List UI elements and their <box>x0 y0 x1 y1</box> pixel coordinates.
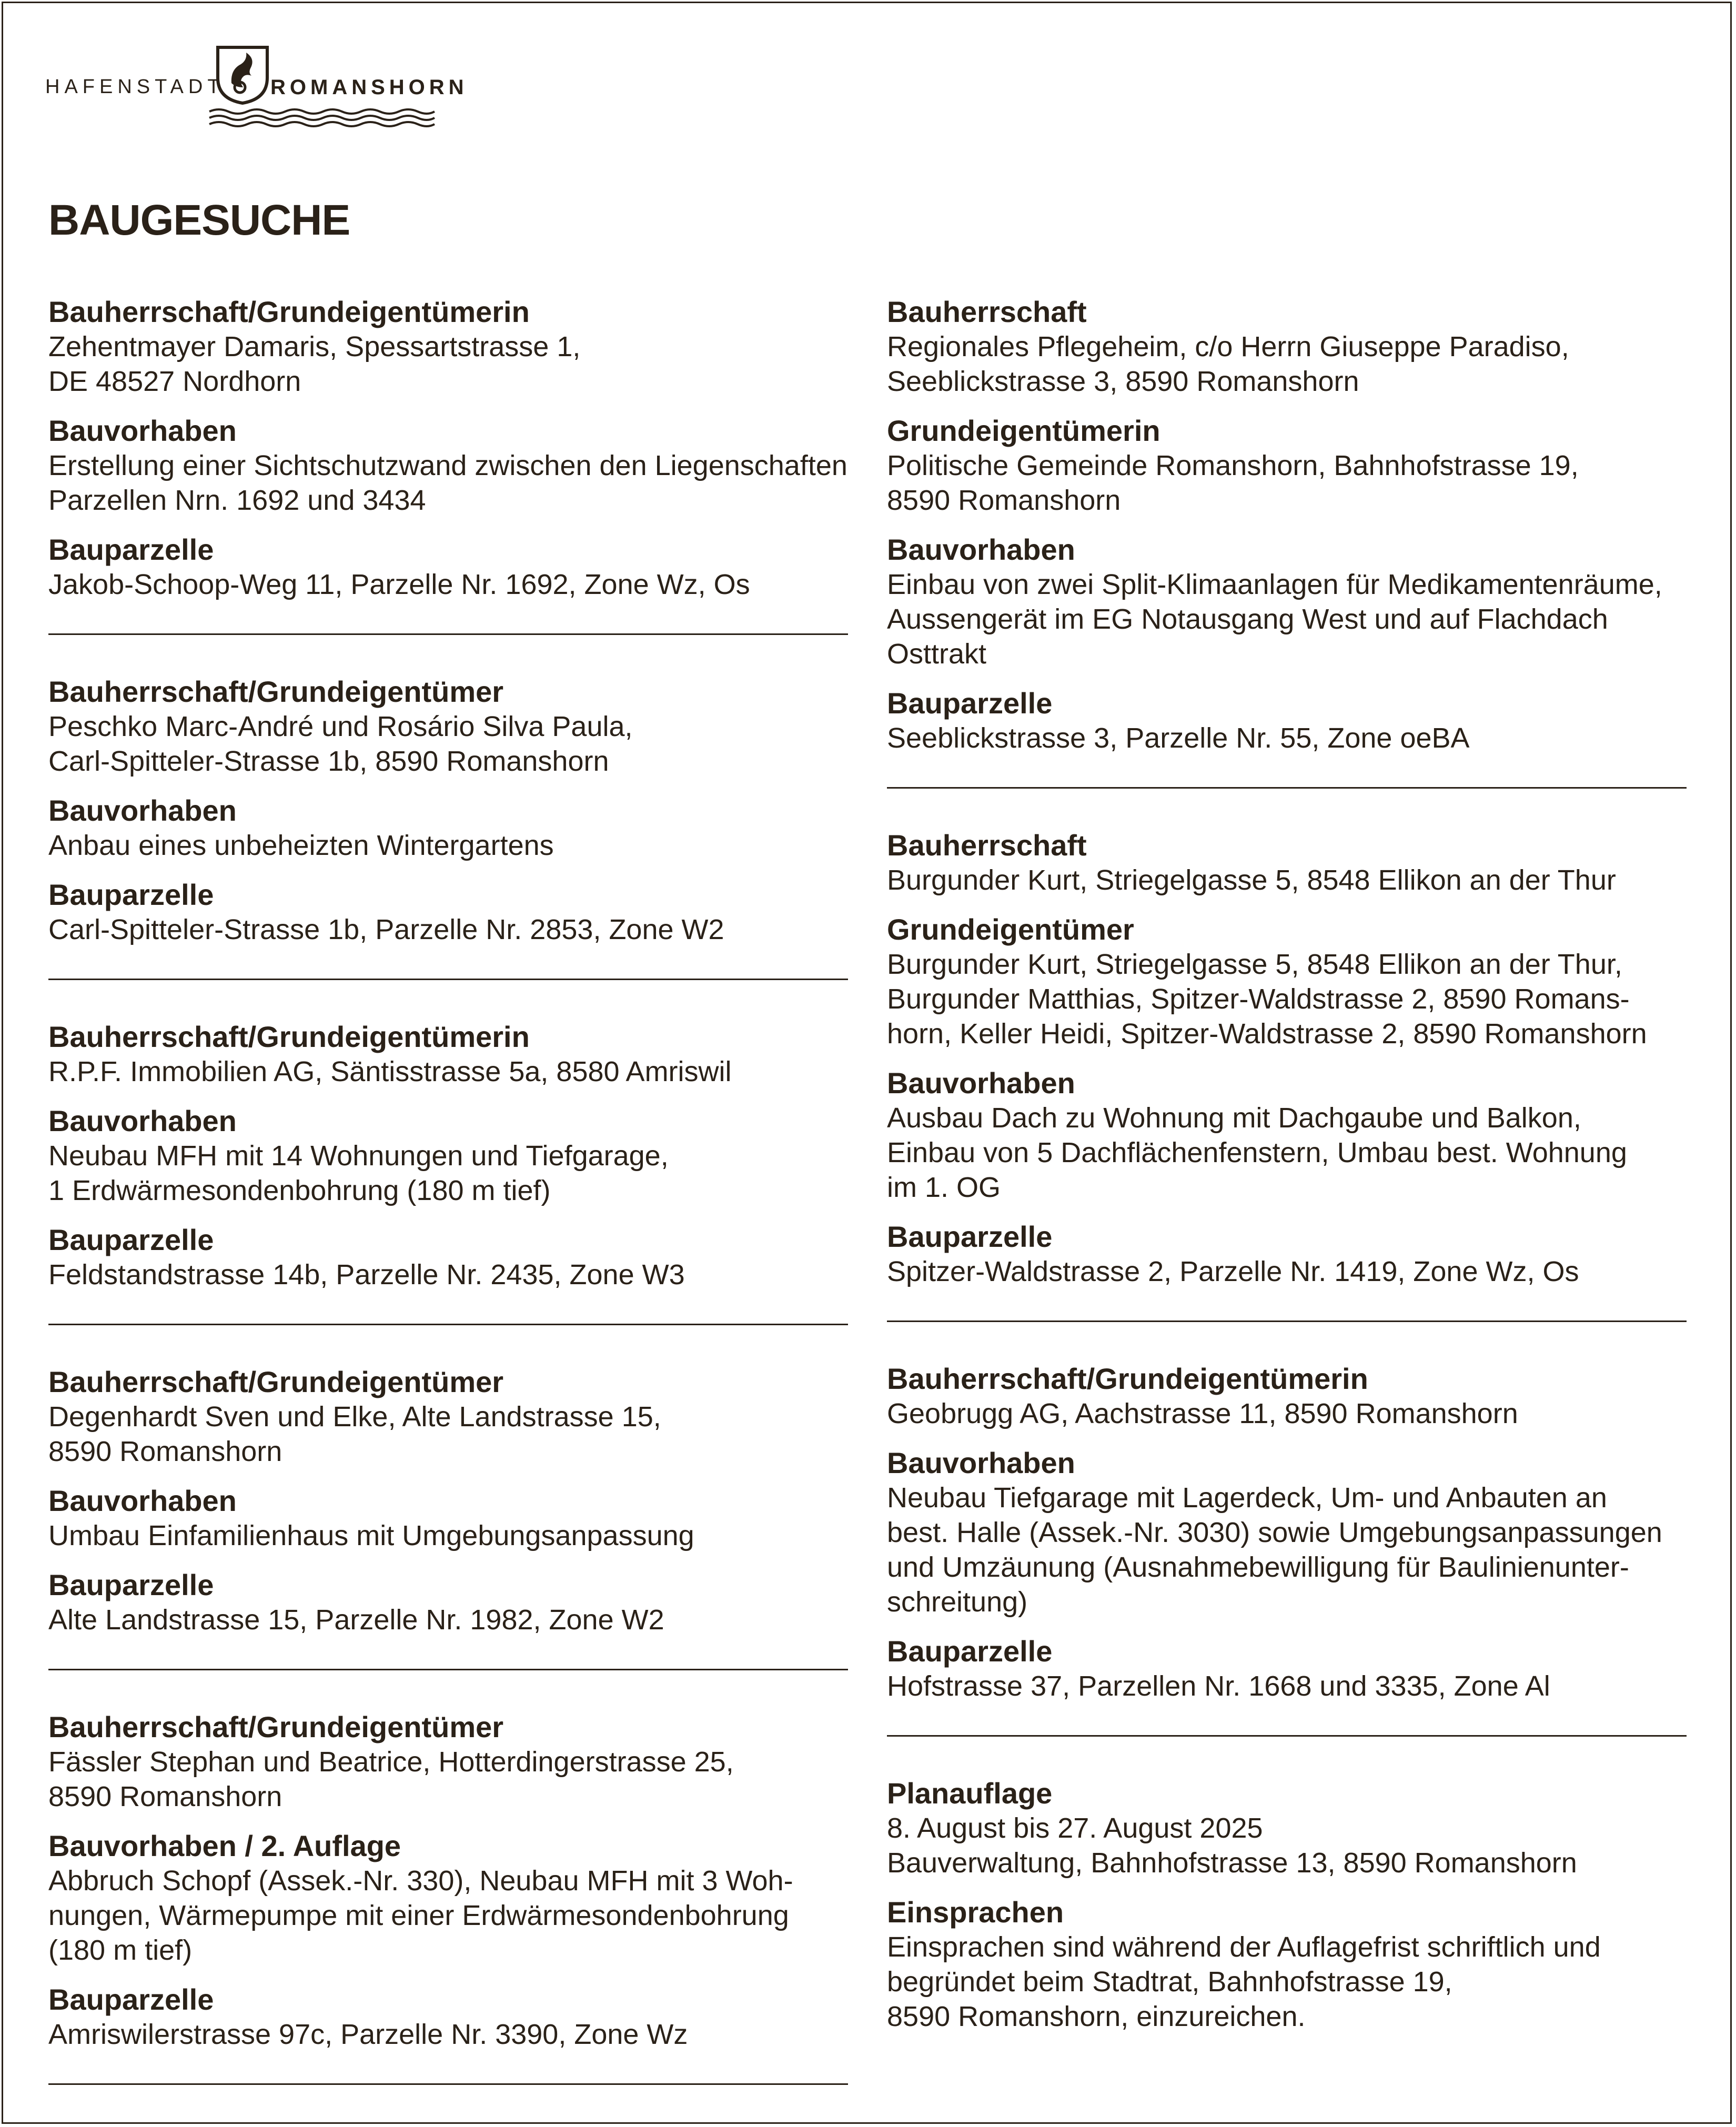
field-label: Bauherrschaft/Grundeigentümerin <box>48 1020 530 1053</box>
field-value: Politische Gemeinde Romanshorn, Bahnhofstrasse 19, 8590 Romanshorn <box>887 450 1579 516</box>
field-label: Bauvorhaben <box>887 1446 1075 1479</box>
field-label: Bauparzelle <box>887 1220 1053 1253</box>
field <box>887 532 1687 671</box>
field-value: Spitzer-Waldstrasse 2, Parzelle Nr. 1419, Zone Wz, Os <box>887 1256 1579 1287</box>
field <box>887 912 1687 1051</box>
field <box>887 686 1687 755</box>
field <box>48 1982 848 2052</box>
field-value: Alte Landstrasse 15, Parzelle Nr. 1982, Zone W2 <box>48 1604 664 1636</box>
field-value: Neubau Tiefgarage mit Lagerdeck, Um- und Anbauten an best. Halle (Assek.-Nr. 3030) sowie Umgebungsanpassungen und Umzäunung (Ausnahmebewilligung für Baulinienunter- schreitung) <box>887 1482 1662 1618</box>
field-value: Einsprachen sind während der Auflagefrist schriftlich und begründet beim Stadtrat, Bahnhofstrasse 19, 8590 Romanshorn, einzureichen. <box>887 1931 1601 2032</box>
field-value: Fässler Stephan und Beatrice, Hotterdingerstrasse 25, 8590 Romanshorn <box>48 1746 734 1812</box>
field-label: Bauvorhaben <box>887 533 1075 566</box>
field-value: Einbau von zwei Split-Klimaanlagen für Medikamentenräume, Aussengerät im EG Notausgang West und auf Flachdach Osttrakt <box>887 569 1662 670</box>
field <box>887 1634 1687 1703</box>
field-label: Bauherrschaft/Grundeigentümer <box>48 675 504 708</box>
field <box>48 1710 848 1814</box>
field-label: Grundeigentümerin <box>887 414 1160 447</box>
field-label: Bauvorhaben <box>48 1104 237 1137</box>
field-value: Burgunder Kurt, Striegelgasse 5, 8548 Ellikon an der Thur <box>887 864 1616 896</box>
field <box>48 793 848 863</box>
field <box>887 828 1687 898</box>
application-entry <box>48 1710 848 2085</box>
field <box>887 295 1687 399</box>
field-value: Erstellung einer Sichtschutzwand zwischen den Liegenschaften Parzellen Nrn. 1692 und 3434 <box>48 450 847 516</box>
application-entry <box>48 1365 848 1670</box>
field-value: 8. August bis 27. August 2025 Bauverwaltung, Bahnhofstrasse 13, 8590 Romanshorn <box>887 1812 1577 1879</box>
field-label: Bauherrschaft/Grundeigentümer <box>48 1710 504 1743</box>
field-label: Bauherrschaft <box>887 295 1087 328</box>
field-value: Jakob-Schoop-Weg 11, Parzelle Nr. 1692, Zone Wz, Os <box>48 569 750 600</box>
field-value: Feldstandstrasse 14b, Parzelle Nr. 2435, Zone W3 <box>48 1259 685 1291</box>
field <box>48 1829 848 1968</box>
field-value: Regionales Pflegeheim, c/o Herrn Giuseppe Paradiso, Seeblickstrasse 3, 8590 Romanshorn <box>887 331 1569 397</box>
left-column <box>48 295 848 2124</box>
field-value: Ausbau Dach zu Wohnung mit Dachgaube und Balkon, Einbau von 5 Dachflächenfenstern, Umbau best. Wohnung im 1. OG <box>887 1102 1627 1203</box>
field <box>887 1362 1687 1431</box>
field-label: Bauherrschaft <box>887 829 1087 862</box>
field-value: Seeblickstrasse 3, Parzelle Nr. 55, Zone oeBA <box>887 722 1470 754</box>
field <box>48 1104 848 1208</box>
notice-entry <box>887 1776 1687 2065</box>
field <box>887 1776 1687 1880</box>
field-label: Bauparzelle <box>887 687 1053 720</box>
field-label: Bauherrschaft/Grundeigentümer <box>48 1365 504 1398</box>
field <box>48 878 848 947</box>
field-label: Planauflage <box>887 1777 1053 1810</box>
field <box>48 414 848 518</box>
field <box>887 1066 1687 1205</box>
field <box>48 1568 848 1637</box>
application-entry <box>887 828 1687 1322</box>
logo <box>45 44 477 134</box>
application-entry <box>887 1362 1687 1737</box>
field-value: Neubau MFH mit 14 Wohnungen und Tiefgarage, 1 Erdwärmesondenbohrung (180 m tief) <box>48 1140 669 1206</box>
field-label: Bauvorhaben <box>887 1066 1075 1100</box>
field <box>48 1020 848 1089</box>
waves-icon <box>208 106 436 129</box>
field-value: Amriswilerstrasse 97c, Parzelle Nr. 3390, Zone Wz <box>48 2019 688 2050</box>
field-value: Geobrugg AG, Aachstrasse 11, 8590 Romanshorn <box>887 1398 1518 1429</box>
field-label: Grundeigentümer <box>887 913 1134 946</box>
field <box>887 414 1687 518</box>
field-label: Bauparzelle <box>48 1568 214 1601</box>
field <box>48 532 848 602</box>
field <box>887 1895 1687 2034</box>
field-label: Bauvorhaben <box>48 1484 237 1517</box>
field-value: Abbruch Schopf (Assek.-Nr. 330), Neubau MFH mit 3 Woh- nungen, Wärmepumpe mit einer Erdwärmesondenbohrung (180 m tief) <box>48 1865 793 1966</box>
application-entry <box>48 1020 848 1325</box>
field-label: Bauherrschaft/Grundeigentümerin <box>887 1362 1368 1395</box>
field-label: Einsprachen <box>887 1896 1064 1929</box>
field-label: Bauparzelle <box>48 1983 214 2016</box>
field <box>48 1365 848 1469</box>
field-label: Bauparzelle <box>887 1635 1053 1668</box>
field-value: Zehentmayer Damaris, Spessartstrasse 1, DE 48527 Nordhorn <box>48 331 581 397</box>
field <box>48 674 848 779</box>
harbor-crest-icon <box>214 44 271 105</box>
field-label: Bauvorhaben / 2. Auflage <box>48 1829 401 1862</box>
field-label: Bauparzelle <box>48 1223 214 1256</box>
application-entry <box>48 295 848 635</box>
field-value: Anbau eines unbeheizten Wintergartens <box>48 830 554 861</box>
field-label: Bauparzelle <box>48 878 214 911</box>
application-entry <box>887 295 1687 789</box>
logo-text-hafenstadt: HAFENSTADT <box>45 76 225 98</box>
field-value: Degenhardt Sven und Elke, Alte Landstrasse 15, 8590 Romanshorn <box>48 1401 661 1467</box>
field-label: Bauherrschaft/Grundeigentümerin <box>48 295 530 328</box>
field <box>887 1219 1687 1289</box>
field-value: Burgunder Kurt, Striegelgasse 5, 8548 Ellikon an der Thur, Burgunder Matthias, Spitzer-Waldstrasse 2, 8590 Romans- horn, Keller Heidi, Spitzer-Waldstrasse 2, 8590 Romanshorn <box>887 949 1647 1050</box>
field <box>48 1484 848 1553</box>
field <box>887 1446 1687 1619</box>
field-label: Bauvorhaben <box>48 414 237 447</box>
page-title: BAUGESUCHE <box>48 196 350 244</box>
field-value: Hofstrasse 37, Parzellen Nr. 1668 und 3335, Zone Al <box>887 1670 1550 1702</box>
logo-text-romanshorn: ROMANSHORN <box>270 76 468 99</box>
right-column <box>887 295 1687 2105</box>
field-label: Bauparzelle <box>48 533 214 566</box>
field-value: R.P.F. Immobilien AG, Säntisstrasse 5a, 8580 Amriswil <box>48 1056 732 1087</box>
field <box>48 1223 848 1292</box>
field <box>48 295 848 399</box>
field-label: Bauvorhaben <box>48 794 237 827</box>
field-value: Umbau Einfamilienhaus mit Umgebungsanpassung <box>48 1520 694 1551</box>
application-entry <box>48 674 848 980</box>
field-value: Carl-Spitteler-Strasse 1b, Parzelle Nr. 2853, Zone W2 <box>48 914 724 945</box>
field-value: Peschko Marc-André und Rosário Silva Paula, Carl-Spitteler-Strasse 1b, 8590 Romanshorn <box>48 711 633 777</box>
